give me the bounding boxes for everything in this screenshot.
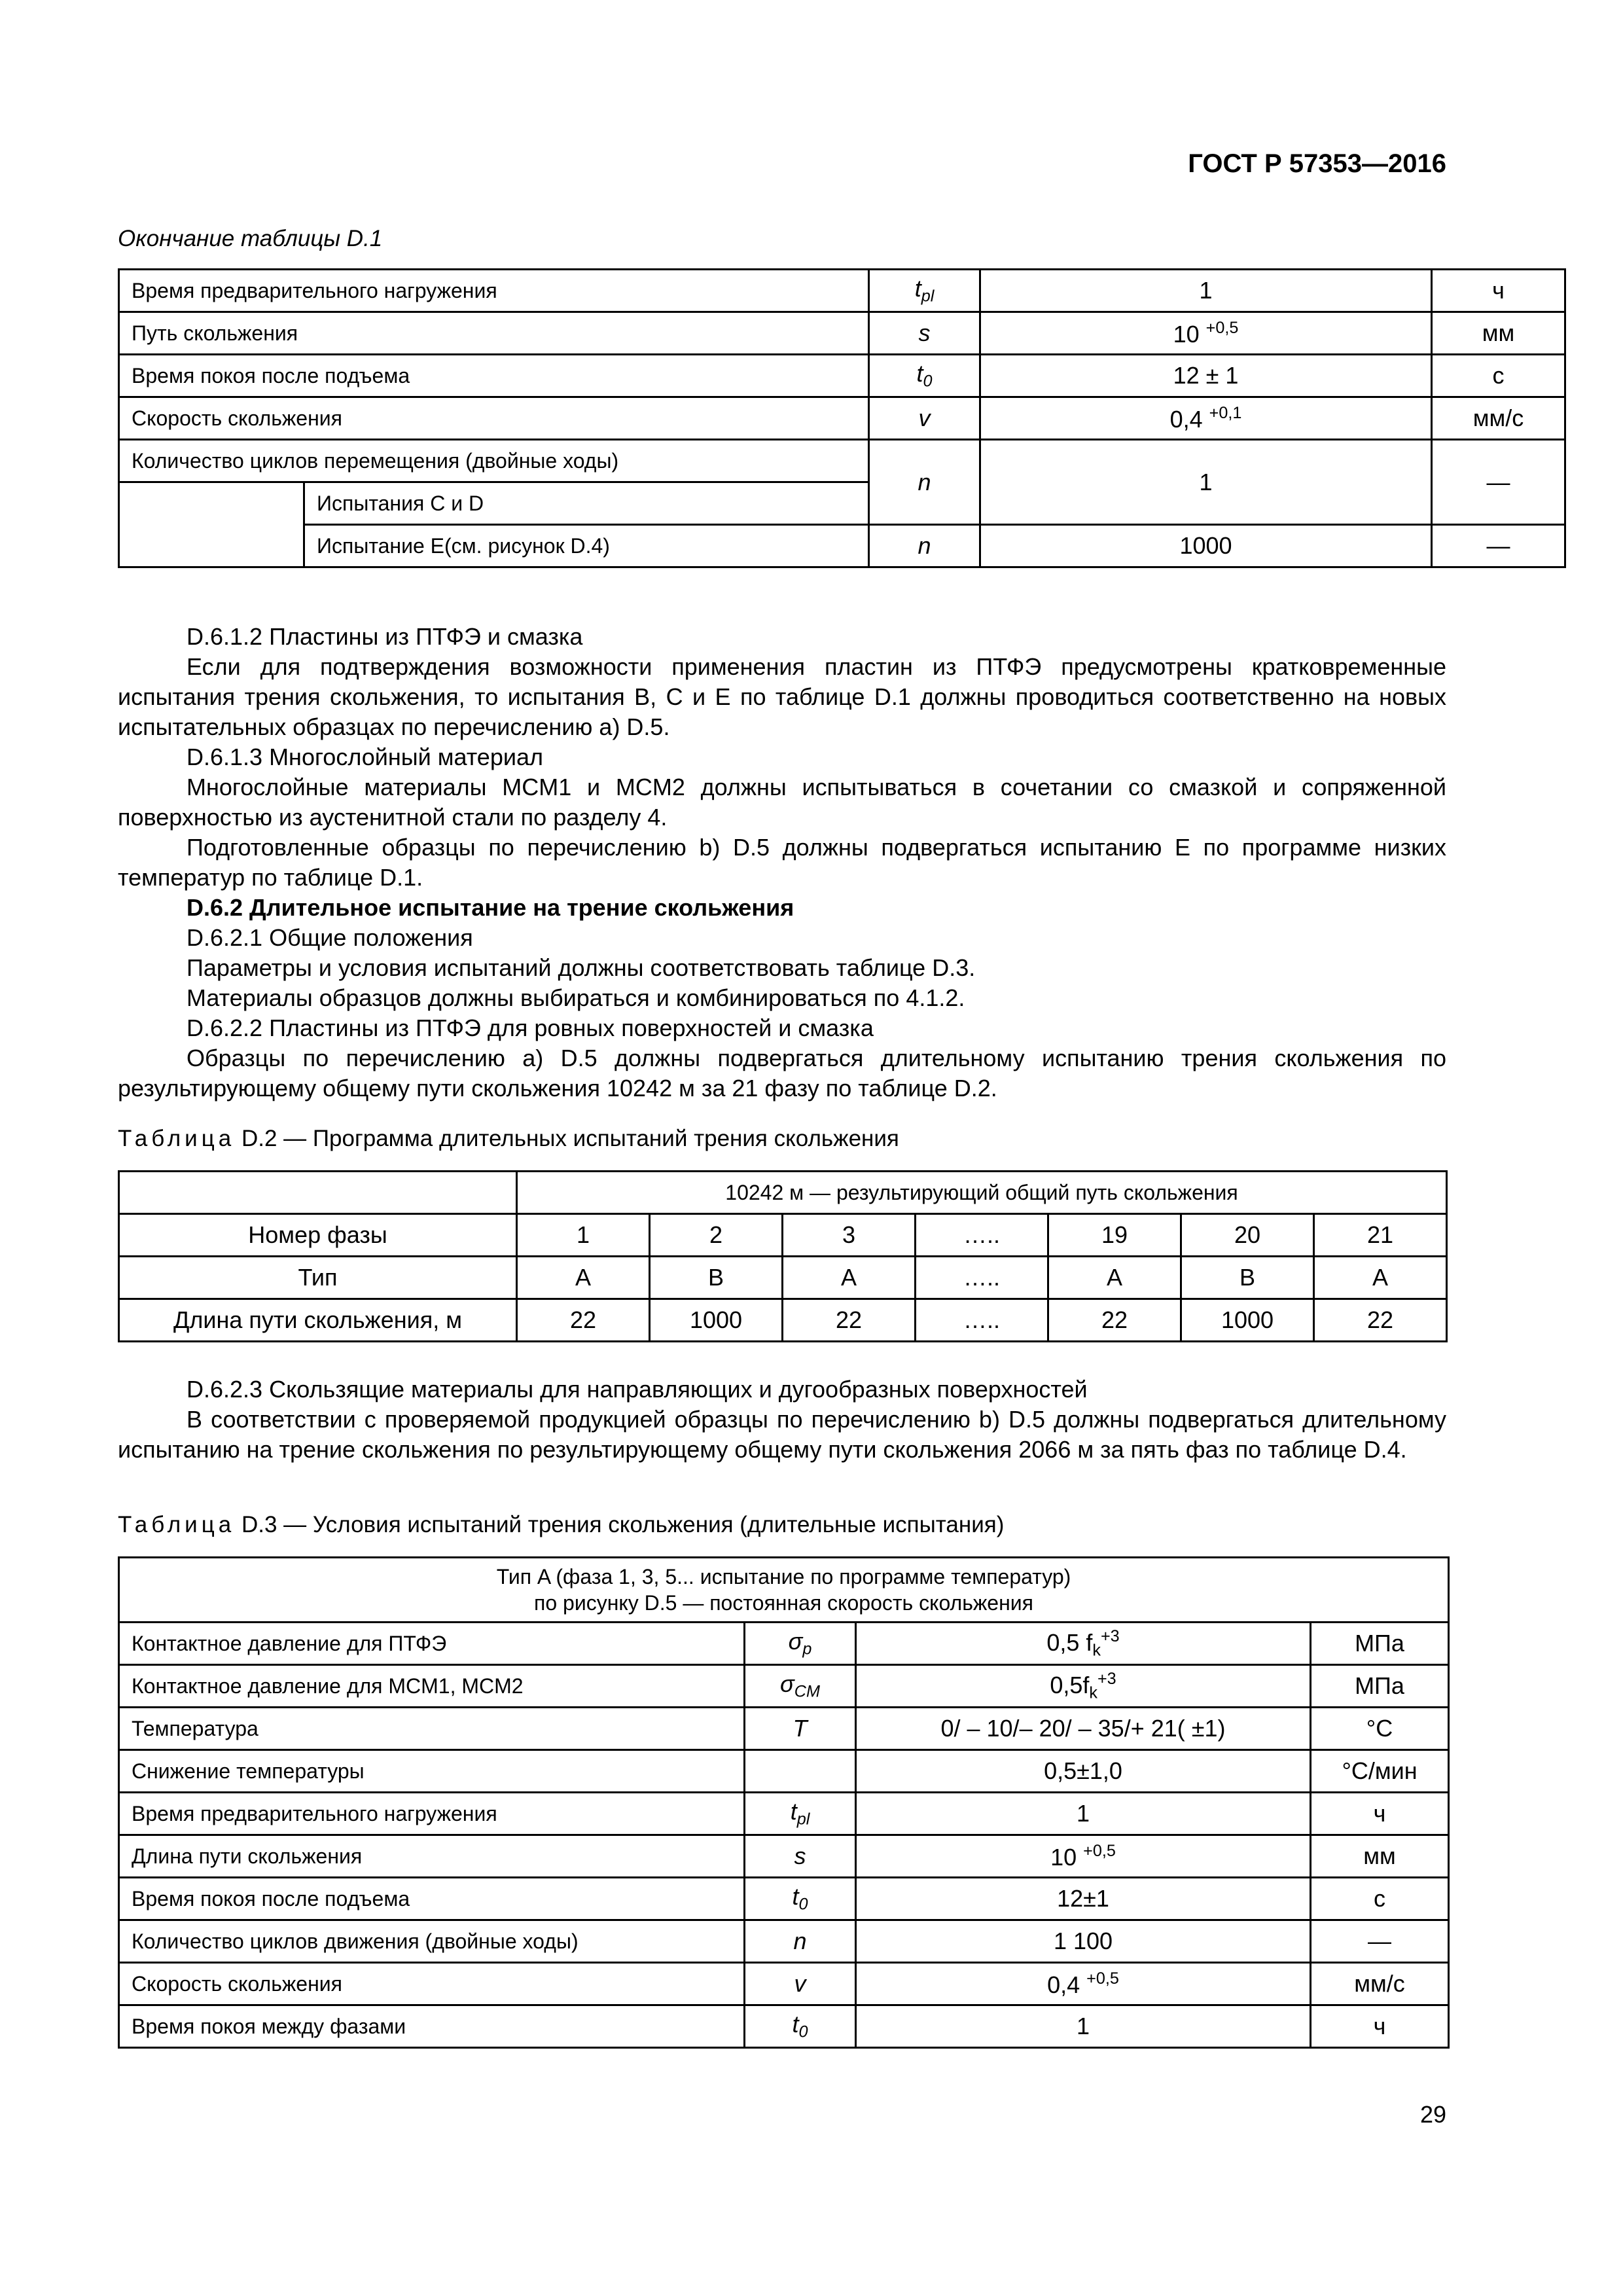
caption-word: Таблица xyxy=(118,1126,236,1151)
value: 12±1 xyxy=(1057,1885,1109,1912)
param-cell: Контактное давление для ПТФЭ xyxy=(119,1623,745,1665)
param-cell: Время предварительного нагружения xyxy=(119,1793,745,1835)
table-row xyxy=(119,1963,1449,2005)
symbol-cell xyxy=(745,1835,856,1878)
paragraph: Подготовленные образцы по перечислению b) D.5 должны подвергаться испытанию E по программе низких температур по таблице D.1. xyxy=(118,834,1446,891)
symbol-cell xyxy=(745,1920,856,1963)
value: 1 xyxy=(1076,2013,1090,2039)
symbol: t xyxy=(792,2011,799,2038)
unit-cell: МПа xyxy=(1311,1665,1449,1708)
table-cell: ….. xyxy=(916,1299,1048,1342)
symbol: t xyxy=(792,1883,799,1910)
symbol-cell xyxy=(745,1665,856,1708)
table-row xyxy=(119,1623,1449,1665)
table-cell: ….. xyxy=(916,1257,1048,1299)
param-cell: Время покоя между фазами xyxy=(119,2005,745,2048)
row-label: Тип xyxy=(119,1257,517,1299)
table-d3 xyxy=(118,1556,1450,2049)
value-cell xyxy=(856,1878,1311,1920)
param-cell: Испытания C и D xyxy=(304,482,869,525)
document-code: ГОСТ Р 57353—2016 xyxy=(1188,149,1446,178)
text-block-2 xyxy=(118,1374,1446,1465)
table-row xyxy=(119,440,1565,482)
value-cell xyxy=(856,1708,1311,1750)
symbol-cell xyxy=(745,1793,856,1835)
value-superscript: +0,5 xyxy=(1205,318,1239,337)
table-cell: 1000 xyxy=(650,1299,783,1342)
table-row xyxy=(119,1750,1449,1793)
symbol: v xyxy=(918,404,931,431)
paragraph: D.6.1.3 Многослойный материал xyxy=(187,744,543,770)
value-superscript: +3 xyxy=(1097,1669,1116,1688)
caption-text: D.3 — Условия испытаний трения скольжения (длительные испытания) xyxy=(235,1512,1005,1537)
row-label: Номер фазы xyxy=(119,1214,517,1257)
param-cell: Количество циклов движения (двойные ходы) xyxy=(119,1920,745,1963)
symbol-subscript: pl xyxy=(796,1810,810,1829)
table-d3-header xyxy=(119,1558,1449,1623)
param-cell: Температура xyxy=(119,1708,745,1750)
paragraph: Образцы по перечислению a) D.5 должны подвергаться длительному испытанию трения скольжения по результирующему общему пути скольжения 10242 м за 21 фазу по таблице D.2. xyxy=(118,1045,1446,1102)
symbol: σ xyxy=(780,1670,794,1698)
text-block-1 xyxy=(118,622,1446,1103)
table-row xyxy=(119,1299,1447,1342)
param-cell: Время предварительного нагружения xyxy=(119,270,869,312)
value: 0,4 xyxy=(1047,1971,1087,1998)
empty-cell xyxy=(119,482,304,567)
value-cell: 1 xyxy=(980,440,1432,525)
value: 0,4 xyxy=(1169,405,1209,433)
header-line: Тип A (фаза 1, 3, 5... испытание по программе температур) xyxy=(496,1565,1071,1588)
symbol-cell xyxy=(869,355,980,397)
table-d2 xyxy=(118,1170,1448,1342)
value-subscript: k xyxy=(1092,1641,1101,1660)
value-cell xyxy=(856,1835,1311,1878)
symbol-subscript: CM xyxy=(794,1682,820,1701)
value: 10 xyxy=(1173,320,1206,348)
value-cell xyxy=(856,1665,1311,1708)
unit-cell: °C/мин xyxy=(1311,1750,1449,1793)
symbol-cell xyxy=(745,2005,856,2048)
value-cell: 1000 xyxy=(980,525,1432,567)
table-cell: 20 xyxy=(1181,1214,1314,1257)
symbol-cell xyxy=(745,1963,856,2005)
param-cell: Скорость скольжения xyxy=(119,1963,745,2005)
unit-cell: мм xyxy=(1311,1835,1449,1878)
symbol: t xyxy=(914,275,921,302)
param-cell: Испытание E(см. рисунок D.4) xyxy=(304,525,869,567)
header-line: по рисунку D.5 — постоянная скорость скольжения xyxy=(534,1591,1033,1615)
symbol-cell: n xyxy=(869,525,980,567)
table-cell: 22 xyxy=(517,1299,650,1342)
symbol: t xyxy=(916,360,923,387)
paragraph: D.6.2.1 Общие положения xyxy=(187,924,473,951)
page-number: 29 xyxy=(1419,2101,1446,2128)
value: 1 100 xyxy=(1053,1928,1113,1954)
symbol-cell xyxy=(869,312,980,355)
table-row xyxy=(119,1257,1447,1299)
table-row xyxy=(119,1920,1449,1963)
symbol: n xyxy=(793,1928,807,1954)
table-cell: A xyxy=(517,1257,650,1299)
param-cell: Время покоя после подъема xyxy=(119,355,869,397)
table-cell: 1000 xyxy=(1181,1299,1314,1342)
symbol-subscript: pl xyxy=(921,287,935,306)
value-superscript: +0,5 xyxy=(1086,1969,1119,1988)
table-d1-caption: Окончание таблицы D.1 xyxy=(118,226,383,251)
table-cell: 3 xyxy=(783,1214,916,1257)
value-superscript: +0,1 xyxy=(1209,403,1242,422)
symbol-cell xyxy=(745,1878,856,1920)
section-heading: D.6.2 Длительное испытание на трение скольжения xyxy=(187,894,794,921)
table-row xyxy=(119,312,1565,355)
table-cell: A xyxy=(1048,1257,1181,1299)
paragraph: Многослойные материалы MCM1 и MCM2 должны испытываться в сочетании со смазкой и сопряженной поверхностью из аустенитной стали по разделу 4. xyxy=(118,774,1446,831)
symbol-cell: n xyxy=(869,440,980,525)
table-row xyxy=(119,1214,1447,1257)
value-superscript: +0,5 xyxy=(1083,1841,1116,1860)
unit-cell: ч xyxy=(1311,1793,1449,1835)
value: 0,5 f xyxy=(1046,1628,1093,1656)
param-cell: Контактное давление для MCM1, MCM2 xyxy=(119,1665,745,1708)
table-cell: 2 xyxy=(650,1214,783,1257)
unit-cell: — xyxy=(1311,1920,1449,1963)
table-cell: B xyxy=(1181,1257,1314,1299)
paragraph: D.6.1.2 Пластины из ПТФЭ и смазка xyxy=(187,623,583,650)
symbol-cell xyxy=(745,1623,856,1665)
table-d3-caption xyxy=(118,1512,1004,1538)
table-cell: 22 xyxy=(1314,1299,1447,1342)
value: 0/ – 10/– 20/ – 35/+ 21( ±1) xyxy=(940,1715,1226,1742)
table-cell: ….. xyxy=(916,1214,1048,1257)
table-cell: 21 xyxy=(1314,1214,1447,1257)
table-cell: A xyxy=(1314,1257,1447,1299)
table-cell: 22 xyxy=(1048,1299,1181,1342)
unit-cell: ч xyxy=(1311,2005,1449,2048)
symbol-cell xyxy=(869,270,980,312)
paragraph: В соответствии с проверяемой продукцией образцы по перечислению b) D.5 должны подвергаться длительному испытанию на трение скольжения по результирующему общему пути скольжения 2066 м за пять фаз по таблице D.4. xyxy=(118,1406,1446,1463)
table-cell: 22 xyxy=(783,1299,916,1342)
symbol-subscript: 0 xyxy=(798,1895,808,1914)
value-cell xyxy=(856,1750,1311,1793)
value-cell xyxy=(980,397,1432,440)
table-row xyxy=(119,1665,1449,1708)
table-row xyxy=(119,1835,1449,1878)
param-cell: Снижение температуры xyxy=(119,1750,745,1793)
symbol: s xyxy=(918,319,931,346)
table-d2-span-header: 10242 м — результирующий общий путь скольжения xyxy=(517,1172,1447,1214)
param-cell: Длина пути скольжения xyxy=(119,1835,745,1878)
value: 0,5f xyxy=(1050,1671,1090,1698)
table-row xyxy=(119,2005,1449,2048)
table-cell: A xyxy=(783,1257,916,1299)
row-label: Длина пути скольжения, м xyxy=(119,1299,517,1342)
table-row xyxy=(119,1878,1449,1920)
value: 0,5±1,0 xyxy=(1044,1757,1122,1784)
paragraph: Если для подтверждения возможности применения пластин из ПТФЭ предусмотрены кратковременные испытания трения скольжения, то испытания B, C и E по таблице D.1 должны проводиться соответственно на новых испытательных образцах по перечислению a) D.5. xyxy=(118,653,1446,740)
unit-cell: °C xyxy=(1311,1708,1449,1750)
symbol-subscript: 0 xyxy=(923,372,933,391)
value-subscript: k xyxy=(1089,1683,1097,1702)
table-cell: 1 xyxy=(517,1214,650,1257)
symbol: s xyxy=(794,1842,806,1869)
caption-word: Таблица xyxy=(118,1512,236,1537)
caption-text: D.2 — Программа длительных испытаний трения скольжения xyxy=(235,1126,899,1151)
value-cell xyxy=(856,1920,1311,1963)
param-cell: Путь скольжения xyxy=(119,312,869,355)
symbol: σ xyxy=(788,1628,803,1655)
unit-cell: мм/с xyxy=(1311,1963,1449,2005)
paragraph: Материалы образцов должны выбираться и комбинироваться по 4.1.2. xyxy=(187,984,965,1011)
unit-cell: мм xyxy=(1432,312,1565,355)
table-cell: 19 xyxy=(1048,1214,1181,1257)
unit-cell: с xyxy=(1432,355,1565,397)
param-cell: Время покоя после подъема xyxy=(119,1878,745,1920)
value-cell xyxy=(856,2005,1311,2048)
unit-cell: — xyxy=(1432,440,1565,525)
symbol: T xyxy=(793,1715,808,1742)
symbol-subscript: p xyxy=(802,1640,812,1659)
paragraph: D.6.2.3 Скользящие материалы для направляющих и дугообразных поверхностей xyxy=(187,1376,1088,1403)
symbol-subscript: 0 xyxy=(798,2022,808,2041)
param-cell: Скорость скольжения xyxy=(119,397,869,440)
table-row xyxy=(119,1708,1449,1750)
table-row xyxy=(119,1793,1449,1835)
symbol: v xyxy=(794,1970,806,1997)
symbol-cell xyxy=(869,397,980,440)
unit-cell: МПа xyxy=(1311,1623,1449,1665)
value-cell xyxy=(856,1623,1311,1665)
param-cell: Количество циклов перемещения (двойные ходы) xyxy=(119,440,869,482)
unit-cell: ч xyxy=(1432,270,1565,312)
table-d1 xyxy=(118,268,1566,568)
paragraph: D.6.2.2 Пластины из ПТФЭ для ровных поверхностей и смазка xyxy=(187,1014,874,1041)
value-cell xyxy=(856,1963,1311,2005)
symbol: t xyxy=(790,1798,797,1825)
symbol-cell xyxy=(745,1750,856,1793)
value-cell xyxy=(980,312,1432,355)
table-cell: B xyxy=(650,1257,783,1299)
value-cell xyxy=(856,1793,1311,1835)
value-cell xyxy=(980,355,1432,397)
value-superscript: +3 xyxy=(1100,1626,1120,1645)
table-row xyxy=(119,270,1565,312)
unit-cell: мм/с xyxy=(1432,397,1565,440)
unit-cell: с xyxy=(1311,1878,1449,1920)
table-row xyxy=(119,355,1565,397)
unit-cell: — xyxy=(1432,525,1565,567)
value: 10 xyxy=(1050,1843,1084,1871)
symbol-cell xyxy=(745,1708,856,1750)
table-row xyxy=(119,397,1565,440)
value-cell xyxy=(980,270,1432,312)
table-d2-caption xyxy=(118,1126,899,1152)
paragraph: Параметры и условия испытаний должны соответствовать таблице D.3. xyxy=(187,954,976,981)
value: 12 ± 1 xyxy=(1173,362,1239,389)
table-row xyxy=(119,525,1565,567)
value: 1 xyxy=(1076,1800,1090,1827)
value: 1 xyxy=(1199,277,1213,304)
